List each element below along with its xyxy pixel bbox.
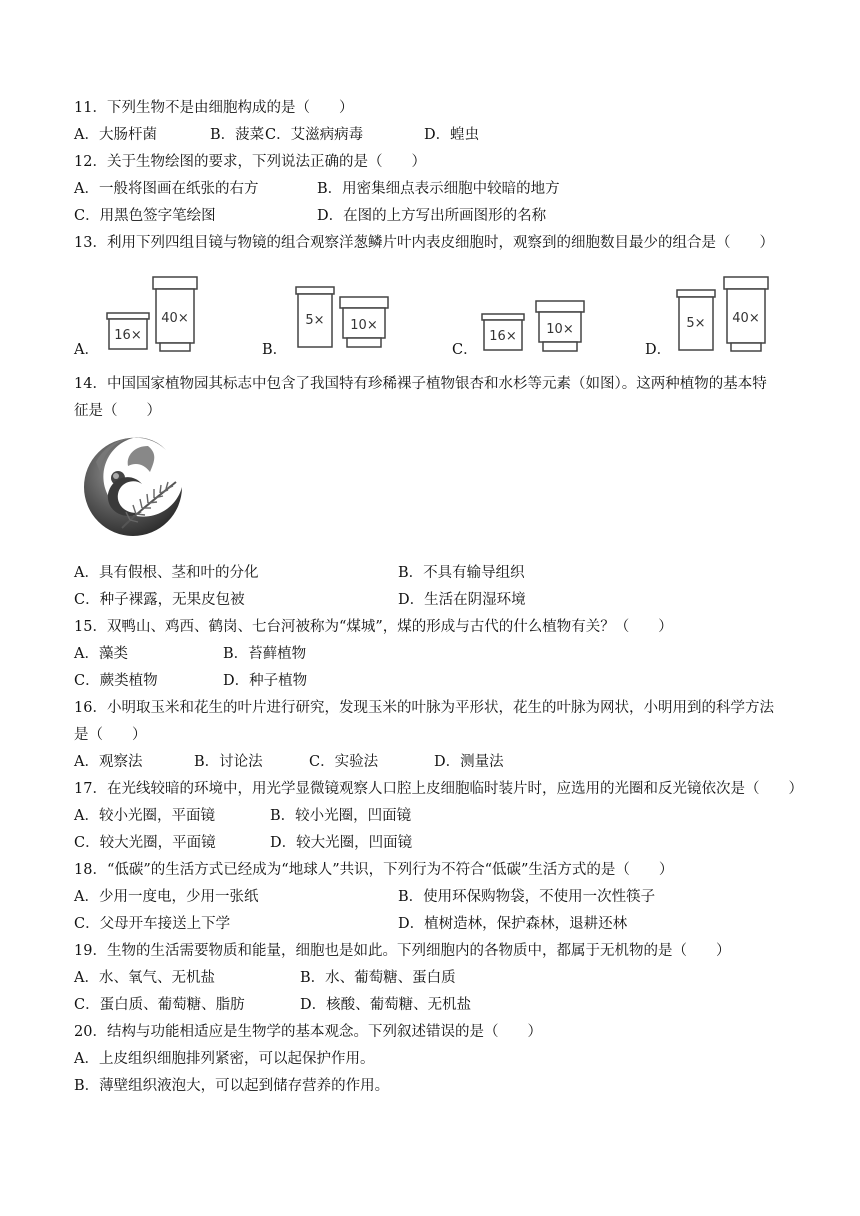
q13-option-d-letter[interactable]: D． xyxy=(645,342,672,358)
q13-a-eyepiece-label: 16× xyxy=(114,328,142,343)
q17-option-c[interactable]: C．较大光圈，平面镜 xyxy=(74,835,216,851)
q13-b-objective-label: 10× xyxy=(350,318,378,333)
q15-option-a[interactable]: A．藻类 xyxy=(74,646,128,662)
q14-option-a[interactable]: A．具有假根、茎和叶的分化 xyxy=(74,565,259,581)
q17-stem: 17．在光线较暗的环境中，用光学显微镜观察人口腔上皮细胞临时装片时，应选用的光圈和反光镜依次是（ ） xyxy=(74,781,803,797)
q20-option-b[interactable]: B．薄壁组织液泡大，可以起到储存营养的作用。 xyxy=(74,1078,390,1094)
eyepiece-lens-icon xyxy=(481,313,525,351)
eyepiece-lens-icon xyxy=(106,312,150,350)
q16-stem-line1: 16．小明取玉米和花生的叶片进行研究，发现玉米的叶脉为平形状，花生的叶脉为网状，小明用到的科学方法 xyxy=(74,700,774,716)
q11-option-d[interactable]: D．蝗虫 xyxy=(424,127,480,143)
q16-option-d[interactable]: D．测量法 xyxy=(434,754,504,770)
q20-stem: 20．结构与功能相适应是生物学的基本观念。下列叙述错误的是（ ） xyxy=(74,1024,542,1040)
q13-a-objective-label: 40× xyxy=(161,311,189,326)
objective-lens-icon xyxy=(723,276,769,352)
q13-stem: 13．利用下列四组目镜与物镜的组合观察洋葱鳞片叶内表皮细胞时，观察到的细胞数目最少的组合是（ ） xyxy=(74,235,774,251)
q18-option-d[interactable]: D．植树造林，保护森林，退耕还林 xyxy=(398,916,628,932)
q15-stem: 15．双鸭山、鸡西、鹤岗、七台河被称为“煤城”，煤的形成与古代的什么植物有关？（ ） xyxy=(74,619,673,635)
q15-option-d[interactable]: D．种子植物 xyxy=(223,673,308,689)
q19-option-c[interactable]: C．蛋白质、葡萄糖、脂肪 xyxy=(74,997,245,1013)
q16-option-b[interactable]: B．讨论法 xyxy=(194,754,263,770)
q14-option-c[interactable]: C．种子裸露，无果皮包被 xyxy=(74,592,245,608)
objective-lens-icon xyxy=(535,300,585,352)
q20-option-a[interactable]: A．上皮组织细胞排列紧密，可以起保护作用。 xyxy=(74,1051,375,1067)
q14-option-d[interactable]: D．生活在阴湿环境 xyxy=(398,592,526,608)
q18-option-a[interactable]: A．少用一度电，少用一张纸 xyxy=(74,889,259,905)
q13-option-b-letter[interactable]: B． xyxy=(262,342,288,358)
q19-stem: 19．生物的生活需要物质和能量，细胞也是如此。下列细胞内的各物质中，都属于无机物的是（ ） xyxy=(74,943,731,959)
q15-option-c[interactable]: C．蕨类植物 xyxy=(74,673,158,689)
q11-option-c[interactable]: C．艾滋病病毒 xyxy=(265,127,364,143)
q11-option-b[interactable]: B．菠菜 xyxy=(210,127,265,143)
q12-option-c[interactable]: C．用黑色签字笔绘图 xyxy=(74,208,216,224)
eyepiece-lens-icon xyxy=(676,289,716,351)
q16-option-a[interactable]: A．观察法 xyxy=(74,754,143,770)
q12-option-d[interactable]: D．在图的上方写出所画图形的名称 xyxy=(317,208,547,224)
q12-stem: 12．关于生物绘图的要求，下列说法正确的是（ ） xyxy=(74,154,426,170)
q12-option-a[interactable]: A．一般将图画在纸张的右方 xyxy=(74,181,259,197)
q13-d-objective-label: 40× xyxy=(732,311,760,326)
botanical-garden-logo-icon xyxy=(78,432,188,546)
q19-option-d[interactable]: D．核酸、葡萄糖、无机盐 xyxy=(300,997,472,1013)
q13-c-objective-label: 10× xyxy=(546,322,574,337)
q18-option-b[interactable]: B．使用环保购物袋，不使用一次性筷子 xyxy=(398,889,656,905)
eyepiece-lens-icon xyxy=(295,286,335,348)
q12-option-b[interactable]: B．用密集细点表示细胞中较暗的地方 xyxy=(317,181,560,197)
q17-option-a[interactable]: A．较小光圈，平面镜 xyxy=(74,808,215,824)
q13-option-a-letter[interactable]: A． xyxy=(74,342,99,358)
q13-c-eyepiece-label: 16× xyxy=(489,329,517,344)
q18-stem: 18．“低碳”的生活方式已经成为“地球人”共识，下列行为不符合“低碳”生活方式的是（ ） xyxy=(74,862,674,878)
objective-lens-icon xyxy=(152,276,198,352)
q14-option-b[interactable]: B．不具有输导组织 xyxy=(398,565,525,581)
q14-stem-line2: 征是（ ） xyxy=(74,403,161,419)
q13-b-eyepiece-label: 5× xyxy=(305,313,325,328)
q13-option-c-letter[interactable]: C． xyxy=(452,342,478,358)
q19-option-b[interactable]: B．水、葡萄糖、蛋白质 xyxy=(300,970,456,986)
q17-option-d[interactable]: D．较大光圈，凹面镜 xyxy=(270,835,413,851)
q11-option-a[interactable]: A．大肠杆菌 xyxy=(74,127,157,143)
q16-option-c[interactable]: C．实验法 xyxy=(309,754,379,770)
q14-stem-line1: 14．中国国家植物园其标志中包含了我国特有珍稀裸子植物银杏和水杉等元素（如图）。这两种植物的基本特 xyxy=(74,376,767,392)
q17-option-b[interactable]: B．较小光圈，凹面镜 xyxy=(270,808,412,824)
q13-d-eyepiece-label: 5× xyxy=(686,316,706,331)
q11-stem: 11．下列生物不是由细胞构成的是（ ） xyxy=(74,100,354,116)
objective-lens-icon xyxy=(339,296,389,348)
q16-stem-line2: 是（ ） xyxy=(74,727,147,743)
q15-option-b[interactable]: B．苔藓植物 xyxy=(223,646,307,662)
q18-option-c[interactable]: C．父母开车接送上下学 xyxy=(74,916,231,932)
q19-option-a[interactable]: A．水、氧气、无机盐 xyxy=(74,970,215,986)
